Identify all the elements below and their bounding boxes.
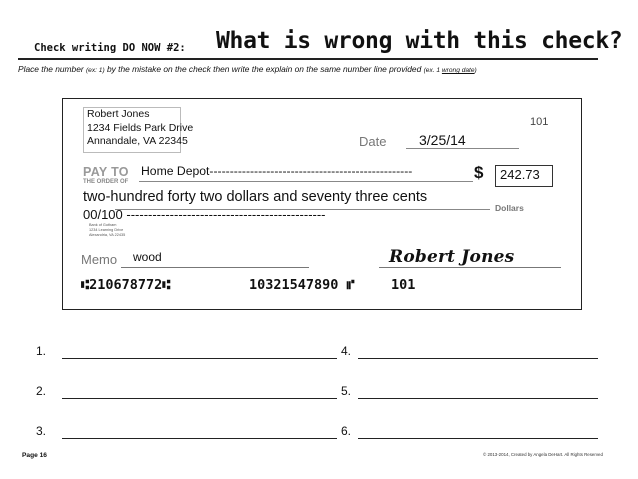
instructions-example-number: (ex: 1) <box>85 67 105 74</box>
bank-city: Alexandria, VA 22435 <box>89 233 126 237</box>
instructions <box>18 64 477 74</box>
bank-name: Bank of Gotham <box>89 223 117 227</box>
answer-number-1: 1. <box>36 344 47 358</box>
payer-address <box>87 108 193 149</box>
memo-value[interactable]: wood <box>133 250 162 264</box>
memo-line <box>121 267 309 268</box>
answer-number-6: 6. <box>341 424 352 438</box>
answer-line-6[interactable] <box>358 438 598 439</box>
instructions-example-open: (ex. 1 <box>423 67 442 74</box>
dollars-label: Dollars <box>495 203 524 213</box>
amount-words-value[interactable]: two-hundred forty two dollars and seventy three cents <box>83 189 428 205</box>
amount-value[interactable]: 242.73 <box>500 167 540 182</box>
page-number: Page 16 <box>22 452 47 459</box>
signature-line <box>379 267 561 268</box>
title-underline <box>18 58 598 60</box>
micr-account-number: 10321547890 ⑈ <box>249 277 355 293</box>
check <box>62 98 582 310</box>
payee-line <box>139 181 473 182</box>
payer-name: Robert Jones <box>87 108 150 120</box>
payer-street: 1234 Fields Park Drive <box>87 121 194 134</box>
answer-line-4[interactable] <box>358 358 598 359</box>
instructions-text-middle: by the mistake on the check then write the explain on the same number line provided <box>104 64 424 74</box>
answer-line-1[interactable] <box>62 358 337 359</box>
answer-line-3[interactable] <box>62 438 337 439</box>
bank-address <box>89 223 125 238</box>
cents-value[interactable]: 00/100 ---------------------------------------------- <box>83 207 326 222</box>
check-number: 101 <box>530 116 549 128</box>
micr-check-number: 101 <box>391 277 416 293</box>
worksheet-label: Check writing DO NOW #2: <box>34 42 186 54</box>
bank-street: 1234 Learning Drive <box>89 228 124 232</box>
answer-number-5: 5. <box>341 384 352 398</box>
date-line <box>406 148 519 149</box>
payee-value[interactable]: Home Depot-------------------------------------------------- <box>141 164 413 178</box>
memo-label: Memo <box>81 252 118 267</box>
answer-line-5[interactable] <box>358 398 598 399</box>
pay-to-label: PAY TO <box>83 165 129 179</box>
dollar-sign: $ <box>474 163 484 182</box>
payer-city: Annandale, VA 22345 <box>87 135 188 147</box>
worksheet-title: What is wrong with this check? <box>216 28 623 54</box>
date-label: Date <box>359 134 387 149</box>
copyright: © 2013-2014, Created by Angela DeHart. All Rights Reserved <box>483 452 603 457</box>
answer-line-2[interactable] <box>62 398 337 399</box>
date-value[interactable]: 3/25/14 <box>419 132 466 148</box>
answer-number-4: 4. <box>341 344 352 358</box>
answer-number-2: 2. <box>36 384 47 398</box>
answer-number-3: 3. <box>36 424 47 438</box>
order-of-label: THE ORDER OF <box>83 179 129 185</box>
signature[interactable]: Robert Jones <box>389 247 515 267</box>
instructions-example-underlined: wrong date <box>441 67 475 74</box>
instructions-text: Place the number <box>18 64 86 74</box>
instructions-example-close: ) <box>474 67 477 74</box>
micr-routing-number: ⑆210678772⑆ <box>81 277 171 293</box>
